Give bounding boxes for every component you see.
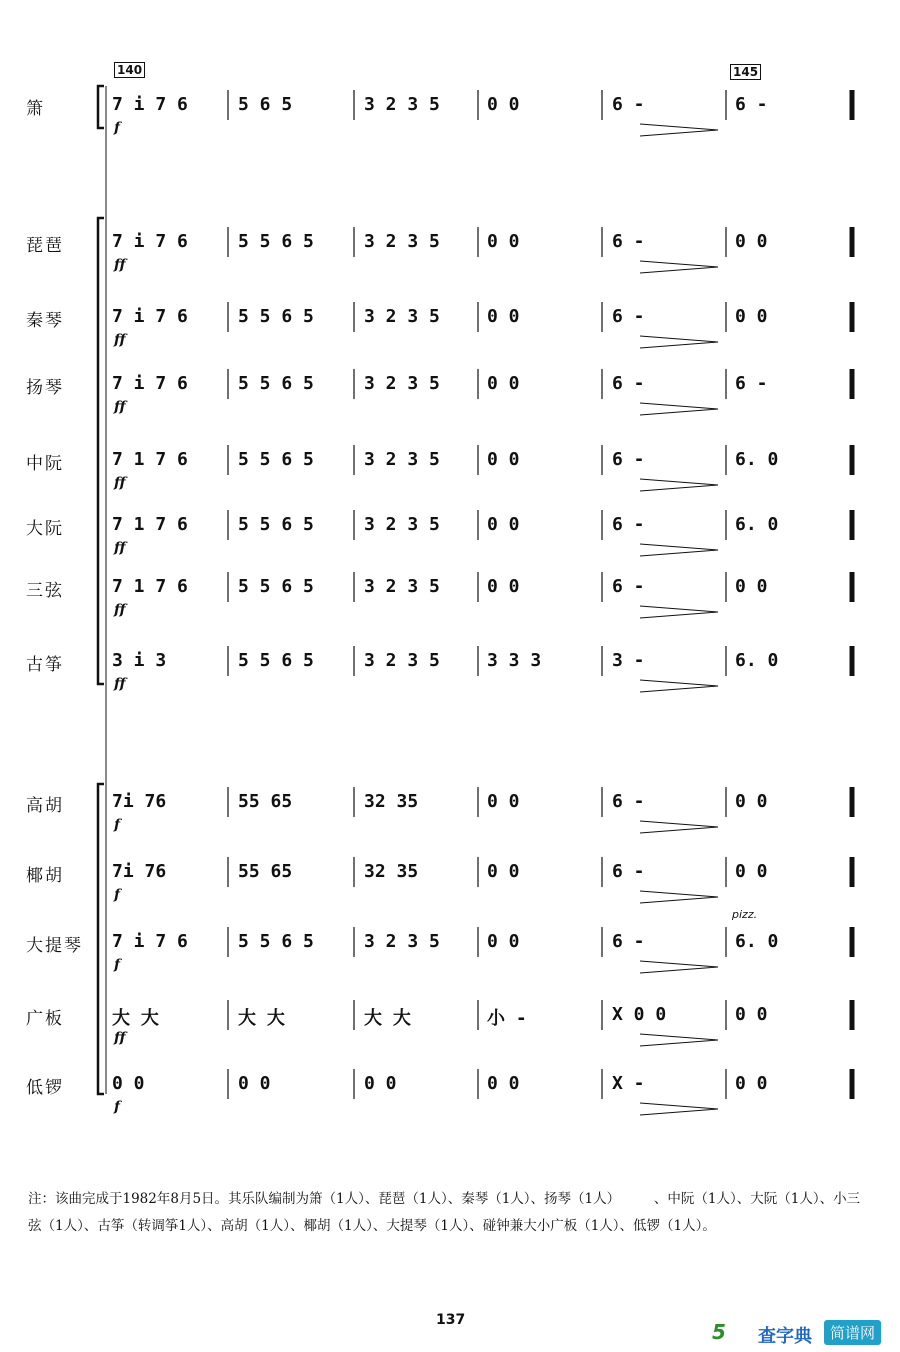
measure-notes: 32 35 — [364, 791, 419, 812]
dynamic-marking: f — [114, 957, 121, 973]
dynamic-marking: ff — [114, 1030, 126, 1046]
measure-notes: 0 0 — [735, 1004, 768, 1025]
measure-notes: 5 5 6 5 — [238, 231, 314, 252]
measure-notes: 6. 0 — [735, 449, 779, 470]
measure-notes: 7i 76 — [112, 791, 167, 812]
diminuendo-hairpin — [640, 821, 718, 833]
measure-notes: 7 i 7 6 — [112, 931, 188, 952]
measure-notes: 0 0 — [487, 931, 520, 952]
measure-notes: 0 0 — [487, 306, 520, 327]
measure-notes: 6 - — [612, 449, 645, 470]
measure-notes: 0 0 — [735, 231, 768, 252]
measure-notes: 6 - — [612, 931, 645, 952]
instrument-label: 广板 — [26, 1009, 64, 1029]
measure-notes: 0 0 — [364, 1073, 397, 1094]
measure-notes: 6 - — [612, 373, 645, 394]
measure-notes: 大 大 — [364, 1008, 411, 1029]
measure-notes: 5 5 6 5 — [238, 931, 314, 952]
measure-notes: 3 2 3 5 — [364, 514, 440, 535]
diminuendo-hairpin — [640, 336, 718, 348]
measure-notes: 5 5 6 5 — [238, 449, 314, 470]
diminuendo-hairpin — [640, 1034, 718, 1046]
measure-notes: 6 - — [612, 514, 645, 535]
measure-notes: 5 6 5 — [238, 94, 293, 115]
measure-notes: 3 2 3 5 — [364, 373, 440, 394]
instrument-label: 中阮 — [26, 454, 64, 474]
measure-notes: 7 1 7 6 — [112, 576, 188, 597]
system-bracket — [98, 218, 104, 684]
measure-notes: 6. 0 — [735, 514, 779, 535]
measure-notes: 3 i 3 — [112, 650, 167, 671]
measure-notes: 55 65 — [238, 791, 293, 812]
page-number: 137 — [436, 1312, 466, 1328]
instrument-label: 椰胡 — [26, 866, 64, 886]
measure-notes: X 0 0 — [612, 1004, 667, 1025]
measure-notes: 0 0 — [487, 94, 520, 115]
measure-notes: 0 0 — [112, 1073, 145, 1094]
pizz-marking: pizz. — [732, 908, 758, 921]
measure-notes: 3 2 3 5 — [364, 231, 440, 252]
diminuendo-hairpin — [640, 606, 718, 618]
measure-notes: 7 i 7 6 — [112, 94, 188, 115]
instrument-label: 大阮 — [26, 519, 64, 539]
diminuendo-hairpin — [640, 961, 718, 973]
measure-notes: 6 - — [735, 373, 768, 394]
measure-notes: 0 0 — [238, 1073, 271, 1094]
measure-notes: 0 0 — [487, 791, 520, 812]
watermark-part-b: 查字典 — [758, 1326, 812, 1347]
measure-notes: 6. 0 — [735, 650, 779, 671]
measure-notes: 6. 0 — [735, 931, 779, 952]
measure-notes: 3 2 3 5 — [364, 576, 440, 597]
measure-notes: 7 1 7 6 — [112, 514, 188, 535]
measure-notes: 6 - — [612, 306, 645, 327]
diminuendo-hairpin — [640, 124, 718, 136]
site-watermark-logo — [712, 1318, 892, 1348]
instrument-label: 琵琶 — [26, 236, 64, 256]
dynamic-marking: f — [114, 887, 121, 903]
measure-notes: 大 大 — [238, 1008, 285, 1029]
measure-notes: 5 5 6 5 — [238, 373, 314, 394]
diminuendo-hairpin — [640, 680, 718, 692]
dynamic-marking: ff — [114, 475, 126, 491]
dynamic-marking: ff — [114, 540, 126, 556]
dynamic-marking: ff — [114, 676, 126, 692]
measure-notes: 3 3 3 — [487, 650, 542, 671]
measure-notes: 0 0 — [735, 576, 768, 597]
dynamic-marking: ff — [114, 399, 126, 415]
rehearsal-mark-140: 140 — [114, 62, 145, 78]
instrument-label: 秦琴 — [26, 311, 64, 331]
measure-notes: 0 0 — [735, 306, 768, 327]
instrument-label: 高胡 — [26, 796, 64, 816]
measure-notes: 0 0 — [487, 231, 520, 252]
measure-notes: 0 0 — [487, 1073, 520, 1094]
measure-notes: 7 i 7 6 — [112, 373, 188, 394]
instrument-label: 古筝 — [26, 655, 64, 675]
system-bracket — [98, 86, 104, 128]
measure-notes: 0 0 — [735, 861, 768, 882]
measure-notes: 小 - — [487, 1008, 527, 1029]
diminuendo-hairpin — [640, 479, 718, 491]
measure-notes: 3 2 3 5 — [364, 94, 440, 115]
instrument-label: 低锣 — [26, 1078, 64, 1098]
diminuendo-hairpin — [640, 403, 718, 415]
measure-notes: 0 0 — [735, 1073, 768, 1094]
dynamic-marking: ff — [114, 257, 126, 273]
measure-notes: 3 2 3 5 — [364, 650, 440, 671]
dynamic-marking: f — [114, 817, 121, 833]
measure-notes: 6 - — [612, 94, 645, 115]
diminuendo-hairpin — [640, 544, 718, 556]
measure-notes: 6 - — [612, 576, 645, 597]
measure-notes: 0 0 — [487, 373, 520, 394]
measure-notes: 55 65 — [238, 861, 293, 882]
measure-notes: 5 5 6 5 — [238, 576, 314, 597]
measure-notes: 6 - — [612, 861, 645, 882]
measure-notes: 3 2 3 5 — [364, 306, 440, 327]
measure-notes: 3 - — [612, 650, 645, 671]
diminuendo-hairpin — [640, 1103, 718, 1115]
measure-notes: 7 i 7 6 — [112, 231, 188, 252]
watermark-part-a: 5 — [712, 1320, 726, 1344]
measure-notes: 7 i 7 6 — [112, 306, 188, 327]
dynamic-marking: ff — [114, 332, 126, 348]
dynamic-marking: f — [114, 1099, 121, 1115]
measure-notes: 6 - — [612, 791, 645, 812]
instrument-label: 三弦 — [26, 581, 64, 601]
measure-notes: 大 大 — [112, 1008, 159, 1029]
watermark-part-c: 简谱网 — [824, 1320, 881, 1345]
measure-notes: 7i 76 — [112, 861, 167, 882]
instrument-label: 扬琴 — [26, 378, 64, 398]
measure-notes: 32 35 — [364, 861, 419, 882]
measure-notes: 3 2 3 5 — [364, 449, 440, 470]
dynamic-marking: ff — [114, 602, 126, 618]
measure-notes: 3 2 3 5 — [364, 931, 440, 952]
measure-notes: 0 0 — [487, 861, 520, 882]
diminuendo-hairpin — [640, 261, 718, 273]
measure-notes: 6 - — [735, 94, 768, 115]
measure-notes: 0 0 — [487, 514, 520, 535]
rehearsal-mark-145: 145 — [730, 64, 761, 80]
measure-notes: 6 - — [612, 231, 645, 252]
footnote-text: 注：该曲完成于1982年8月5日。其乐队编制为箫（1人）、琵琶（1人）、秦琴（1人）、扬琴（1人） 、中阮（1人）、大阮（1人）、小三弦（1人）、古筝（转调筝1人）、高胡（1人）、椰胡（1人）、大提琴（1人）、碰钟兼大小广板（1人）、低锣（1人）。 — [28, 1191, 861, 1234]
measure-notes: X - — [612, 1073, 645, 1094]
system-bracket — [98, 784, 104, 1094]
measure-notes: 0 0 — [487, 576, 520, 597]
measure-notes: 5 5 6 5 — [238, 650, 314, 671]
diminuendo-hairpin — [640, 891, 718, 903]
measure-notes: 0 0 — [487, 449, 520, 470]
measure-notes: 5 5 6 5 — [238, 514, 314, 535]
instrument-label: 大提琴 — [26, 936, 83, 956]
instrument-label: 箫 — [26, 99, 45, 119]
measure-notes: 5 5 6 5 — [238, 306, 314, 327]
measure-notes: 7 1 7 6 — [112, 449, 188, 470]
measure-notes: 0 0 — [735, 791, 768, 812]
dynamic-marking: f — [114, 120, 121, 136]
